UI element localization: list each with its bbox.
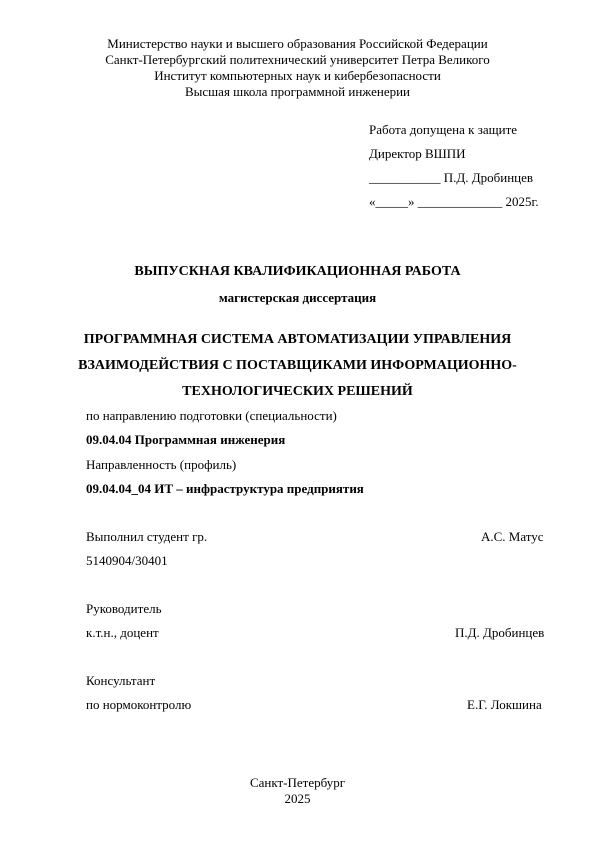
consultant-label: Консультант [86, 673, 156, 688]
director-signature-line: ___________ П.Д. Дробинцев [369, 170, 534, 185]
consultant-title: по нормоконтролю [86, 697, 192, 712]
supervisor-label: Руководитель [86, 601, 162, 616]
city-line: Санкт-Петербург [249, 775, 346, 790]
year-line: 2025 [284, 791, 311, 806]
school-line: Высшая школа программной инженерии [185, 84, 410, 99]
student-name: А.С. Матус [481, 529, 544, 544]
supervisor-name: П.Д. Дробинцев [455, 625, 545, 640]
admitted-line: Работа допущена к защите [369, 122, 518, 137]
ministry-line: Министерство науки и высшего образования Российской Федерации [107, 36, 488, 51]
consultant-name: Е.Г. Локшина [467, 697, 542, 712]
work-type: ВЫПУСКНАЯ КВАЛИФИКАЦИОННАЯ РАБОТА [134, 264, 461, 279]
theme-line-2: ВЗАИМОДЕЙСТВИЯ С ПОСТАВЩИКАМИ ИНФОРМАЦИОННО- [78, 358, 517, 373]
institute-line: Институт компьютерных наук и кибербезопасности [154, 68, 441, 83]
profile-value: 09.04.04_04 ИТ – инфраструктура предприятия [86, 481, 364, 496]
profile-label: Направленность (профиль) [86, 457, 237, 472]
supervisor-title: к.т.н., доцент [86, 625, 159, 640]
director-line: Директор ВШПИ [369, 146, 466, 161]
student-label: Выполнил студент гр. [86, 529, 208, 544]
approval-date-line: «_____» _____________ 2025г. [369, 194, 539, 209]
theme-line-3: ТЕХНОЛОГИЧЕСКИХ РЕШЕНИЙ [182, 384, 413, 399]
theme-line-1: ПРОГРАММНАЯ СИСТЕМА АВТОМАТИЗАЦИИ УПРАВЛЕНИЯ [83, 332, 512, 347]
student-group: 5140904/30401 [86, 553, 168, 568]
direction-label: по направлению подготовки (специальности) [86, 408, 337, 423]
university-line: Санкт-Петербургский политехнический университет Петра Великого [105, 52, 490, 67]
work-subtype: магистерская диссертация [218, 290, 377, 305]
direction-value: 09.04.04 Программная инженерия [86, 432, 286, 447]
